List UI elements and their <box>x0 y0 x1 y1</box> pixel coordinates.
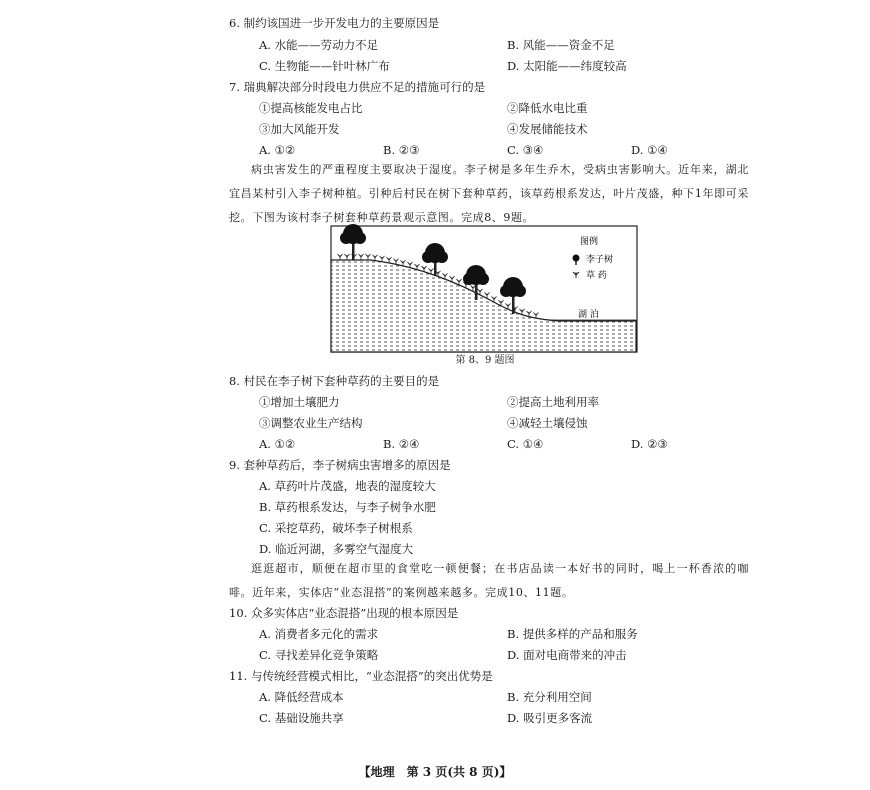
q10-stem: 10. 众多实体店“业态混搭”出现的根本原因是 <box>229 606 459 620</box>
herb-mark <box>366 254 371 260</box>
q7-option-a: A. ①② <box>259 143 296 157</box>
q9-option-d: D. 临近河湖，多雾空气湿度大 <box>259 542 414 556</box>
q8-statement-2: ②提高土地利用率 <box>507 395 599 409</box>
herb-mark <box>345 254 350 260</box>
herb-mark <box>338 254 343 260</box>
q11-option-b: B. 充分利用空间 <box>507 690 592 704</box>
q6-option-c: C. 生物能——针叶林广布 <box>259 59 390 73</box>
q7-stem: 7. 瑞典解决部分时段电力供应不足的措施可行的是 <box>229 80 486 94</box>
q8-option-c: C. ①④ <box>507 437 544 451</box>
q11-stem: 11. 与传统经营模式相比，“业态混搭”的突出优势是 <box>229 669 493 683</box>
passage-plum-herb: 病虫害发生的严重程度主要取决于湿度。李子树是多年生乔木，受病虫害影响大。近年来，湖北宜昌某村引入李子树种植。引种后村民在树下套种草药，该草药根系发达，叶片茂盛，种下1年即可采挖。下图为该村李子树套种草药景观示意图。完成8、9题。 <box>229 163 749 224</box>
q7-statement-2: ②降低水电比重 <box>507 101 588 115</box>
q9-option-c: C. 采挖草药，破坏李子树根系 <box>259 521 413 535</box>
q10-option-c: C. 寻找差异化竞争策略 <box>259 648 379 662</box>
q7-option-b: B. ②③ <box>383 143 420 157</box>
q10-option-a: A. 消费者多元化的需求 <box>259 627 379 641</box>
q7-option-d: D. ①④ <box>631 143 668 157</box>
passage-mixed-business: 逛逛超市，顺便在超市里的食堂吃一顿便餐；在书店品读一本好书的同时，喝上一杯香浓的咖啡。近年来，实体店“业态混搭”的案例越来越多。完成10、11题。 <box>229 562 749 599</box>
herb-mark <box>359 254 364 260</box>
legend-herb-icon <box>573 272 579 278</box>
q10-option-d: D. 面对电商带来的冲击 <box>507 648 627 662</box>
lake-label: 湖 泊 <box>578 310 599 320</box>
legend-tree-icon <box>573 255 580 266</box>
page-footer: 【地理 第 3 页(共 8 页)】 <box>358 765 512 779</box>
q6-stem: 6. 制约该国进一步开发电力的主要原因是 <box>229 16 440 30</box>
q9-stem: 9. 套种草药后，李子树病虫害增多的原因是 <box>229 458 451 472</box>
q6-option-b: B. 风能——资金不足 <box>507 38 615 52</box>
q7-option-c: C. ③④ <box>507 143 544 157</box>
q7-statement-4: ④发展储能技术 <box>507 122 588 136</box>
q11-option-a: A. 降低经营成本 <box>259 690 344 704</box>
q7-statement-3: ③加大风能开发 <box>259 122 340 136</box>
q11-option-c: C. 基础设施共享 <box>259 711 344 725</box>
legend-herb-label: 草 药 <box>586 271 607 281</box>
plum-herb-landscape-diagram <box>330 220 640 354</box>
q8-option-b: B. ②④ <box>383 437 420 451</box>
legend-tree-label: 李子树 <box>586 255 614 265</box>
plum-tree <box>422 243 448 276</box>
q9-option-a: A. 草药叶片茂盛，地表的湿度较大 <box>259 479 436 493</box>
q8-option-a: A. ①② <box>259 437 296 451</box>
q6-option-a: A. 水能——劳动力不足 <box>259 38 379 52</box>
q7-statement-1: ①提高核能发电占比 <box>259 101 363 115</box>
legend-title: 图例 <box>580 237 599 247</box>
q10-option-b: B. 提供多样的产品和服务 <box>507 627 638 641</box>
plum-tree <box>340 224 366 260</box>
q8-statement-1: ①增加土壤肥力 <box>259 395 340 409</box>
q8-statement-4: ④减轻土壤侵蚀 <box>507 416 588 430</box>
q11-option-d: D. 吸引更多客流 <box>507 711 593 725</box>
q8-option-d: D. ②③ <box>631 437 668 451</box>
q6-option-d: D. 太阳能——纬度较高 <box>507 59 627 73</box>
q9-option-b: B. 草药根系发达，与李子树争水肥 <box>259 500 436 514</box>
diagram-caption: 第 8、9 题图 <box>455 355 515 366</box>
q8-stem: 8. 村民在李子树下套种草药的主要目的是 <box>229 374 440 388</box>
q8-statement-3: ③调整农业生产结构 <box>259 416 363 430</box>
